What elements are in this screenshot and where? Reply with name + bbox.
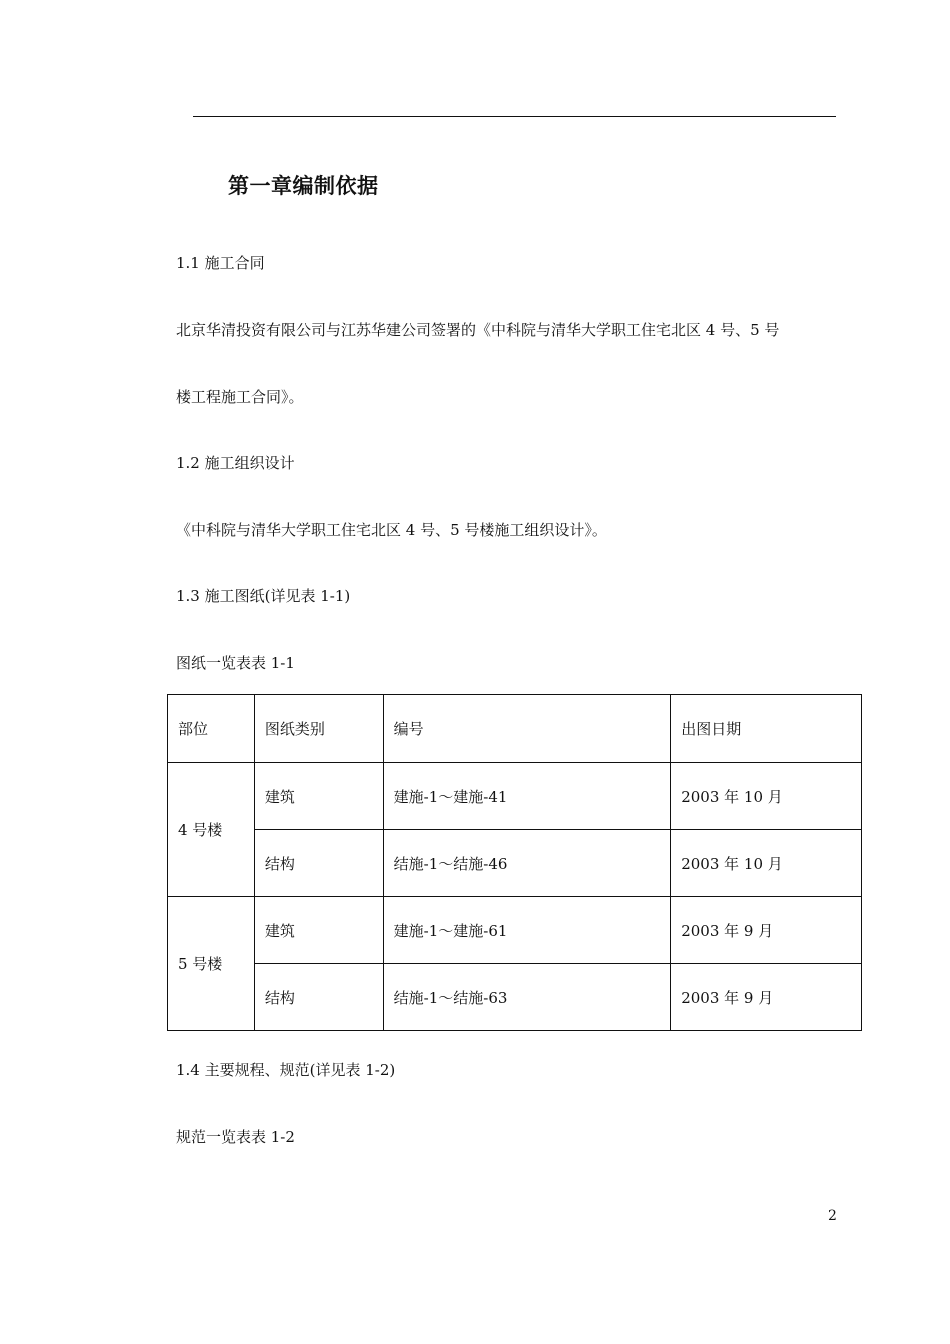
header-category: 图纸类别 (254, 695, 383, 763)
table-row (168, 964, 862, 1031)
table1-caption: 图纸一览表表 1-1 (176, 654, 295, 672)
section-1-3-heading: 1.3 施工图纸(详见表 1-1) (176, 587, 351, 605)
header-number: 编号 (383, 695, 671, 763)
number-cell: 建施-1～建施-41 (383, 763, 671, 830)
section-1-2-heading: 1.2 施工组织设计 (176, 454, 295, 472)
date-cell: 2003 年 9 月 (671, 964, 862, 1031)
date-cell: 2003 年 9 月 (671, 897, 862, 964)
page-number: 2 (828, 1208, 837, 1224)
table-row (168, 763, 862, 830)
table-row (168, 830, 862, 897)
category-cell: 结构 (254, 830, 383, 897)
table-row (168, 897, 862, 964)
table-header-row (168, 695, 862, 763)
category-cell: 结构 (254, 964, 383, 1031)
header-rule (193, 116, 836, 117)
table2-caption: 规范一览表表 1-2 (176, 1128, 295, 1146)
number-cell: 建施-1～建施-61 (383, 897, 671, 964)
section-1-2-text: 《中科院与清华大学职工住宅北区 4 号、5 号楼施工组织设计》。 (176, 521, 607, 539)
date-cell: 2003 年 10 月 (671, 763, 862, 830)
date-cell: 2003 年 10 月 (671, 830, 862, 897)
category-cell: 建筑 (254, 897, 383, 964)
header-date: 出图日期 (671, 695, 862, 763)
section-1-1-text: 北京华清投资有限公司与江苏华建公司签署的《中科院与清华大学职工住宅北区 4 号、5 号 (176, 321, 780, 339)
location-cell: 4 号楼 (168, 763, 255, 897)
category-cell: 建筑 (254, 763, 383, 830)
section-1-1-heading: 1.1 施工合同 (176, 254, 265, 272)
chapter-title: 第一章编制依据 (228, 174, 379, 198)
section-1-4-heading: 1.4 主要规程、规范(详见表 1-2) (176, 1061, 396, 1079)
section-1-1-text-cont: 楼工程施工合同》。 (176, 388, 304, 406)
number-cell: 结施-1～结施-46 (383, 830, 671, 897)
number-cell: 结施-1～结施-63 (383, 964, 671, 1031)
drawings-table (167, 694, 862, 1031)
location-cell: 5 号楼 (168, 897, 255, 1031)
header-location: 部位 (168, 695, 255, 763)
